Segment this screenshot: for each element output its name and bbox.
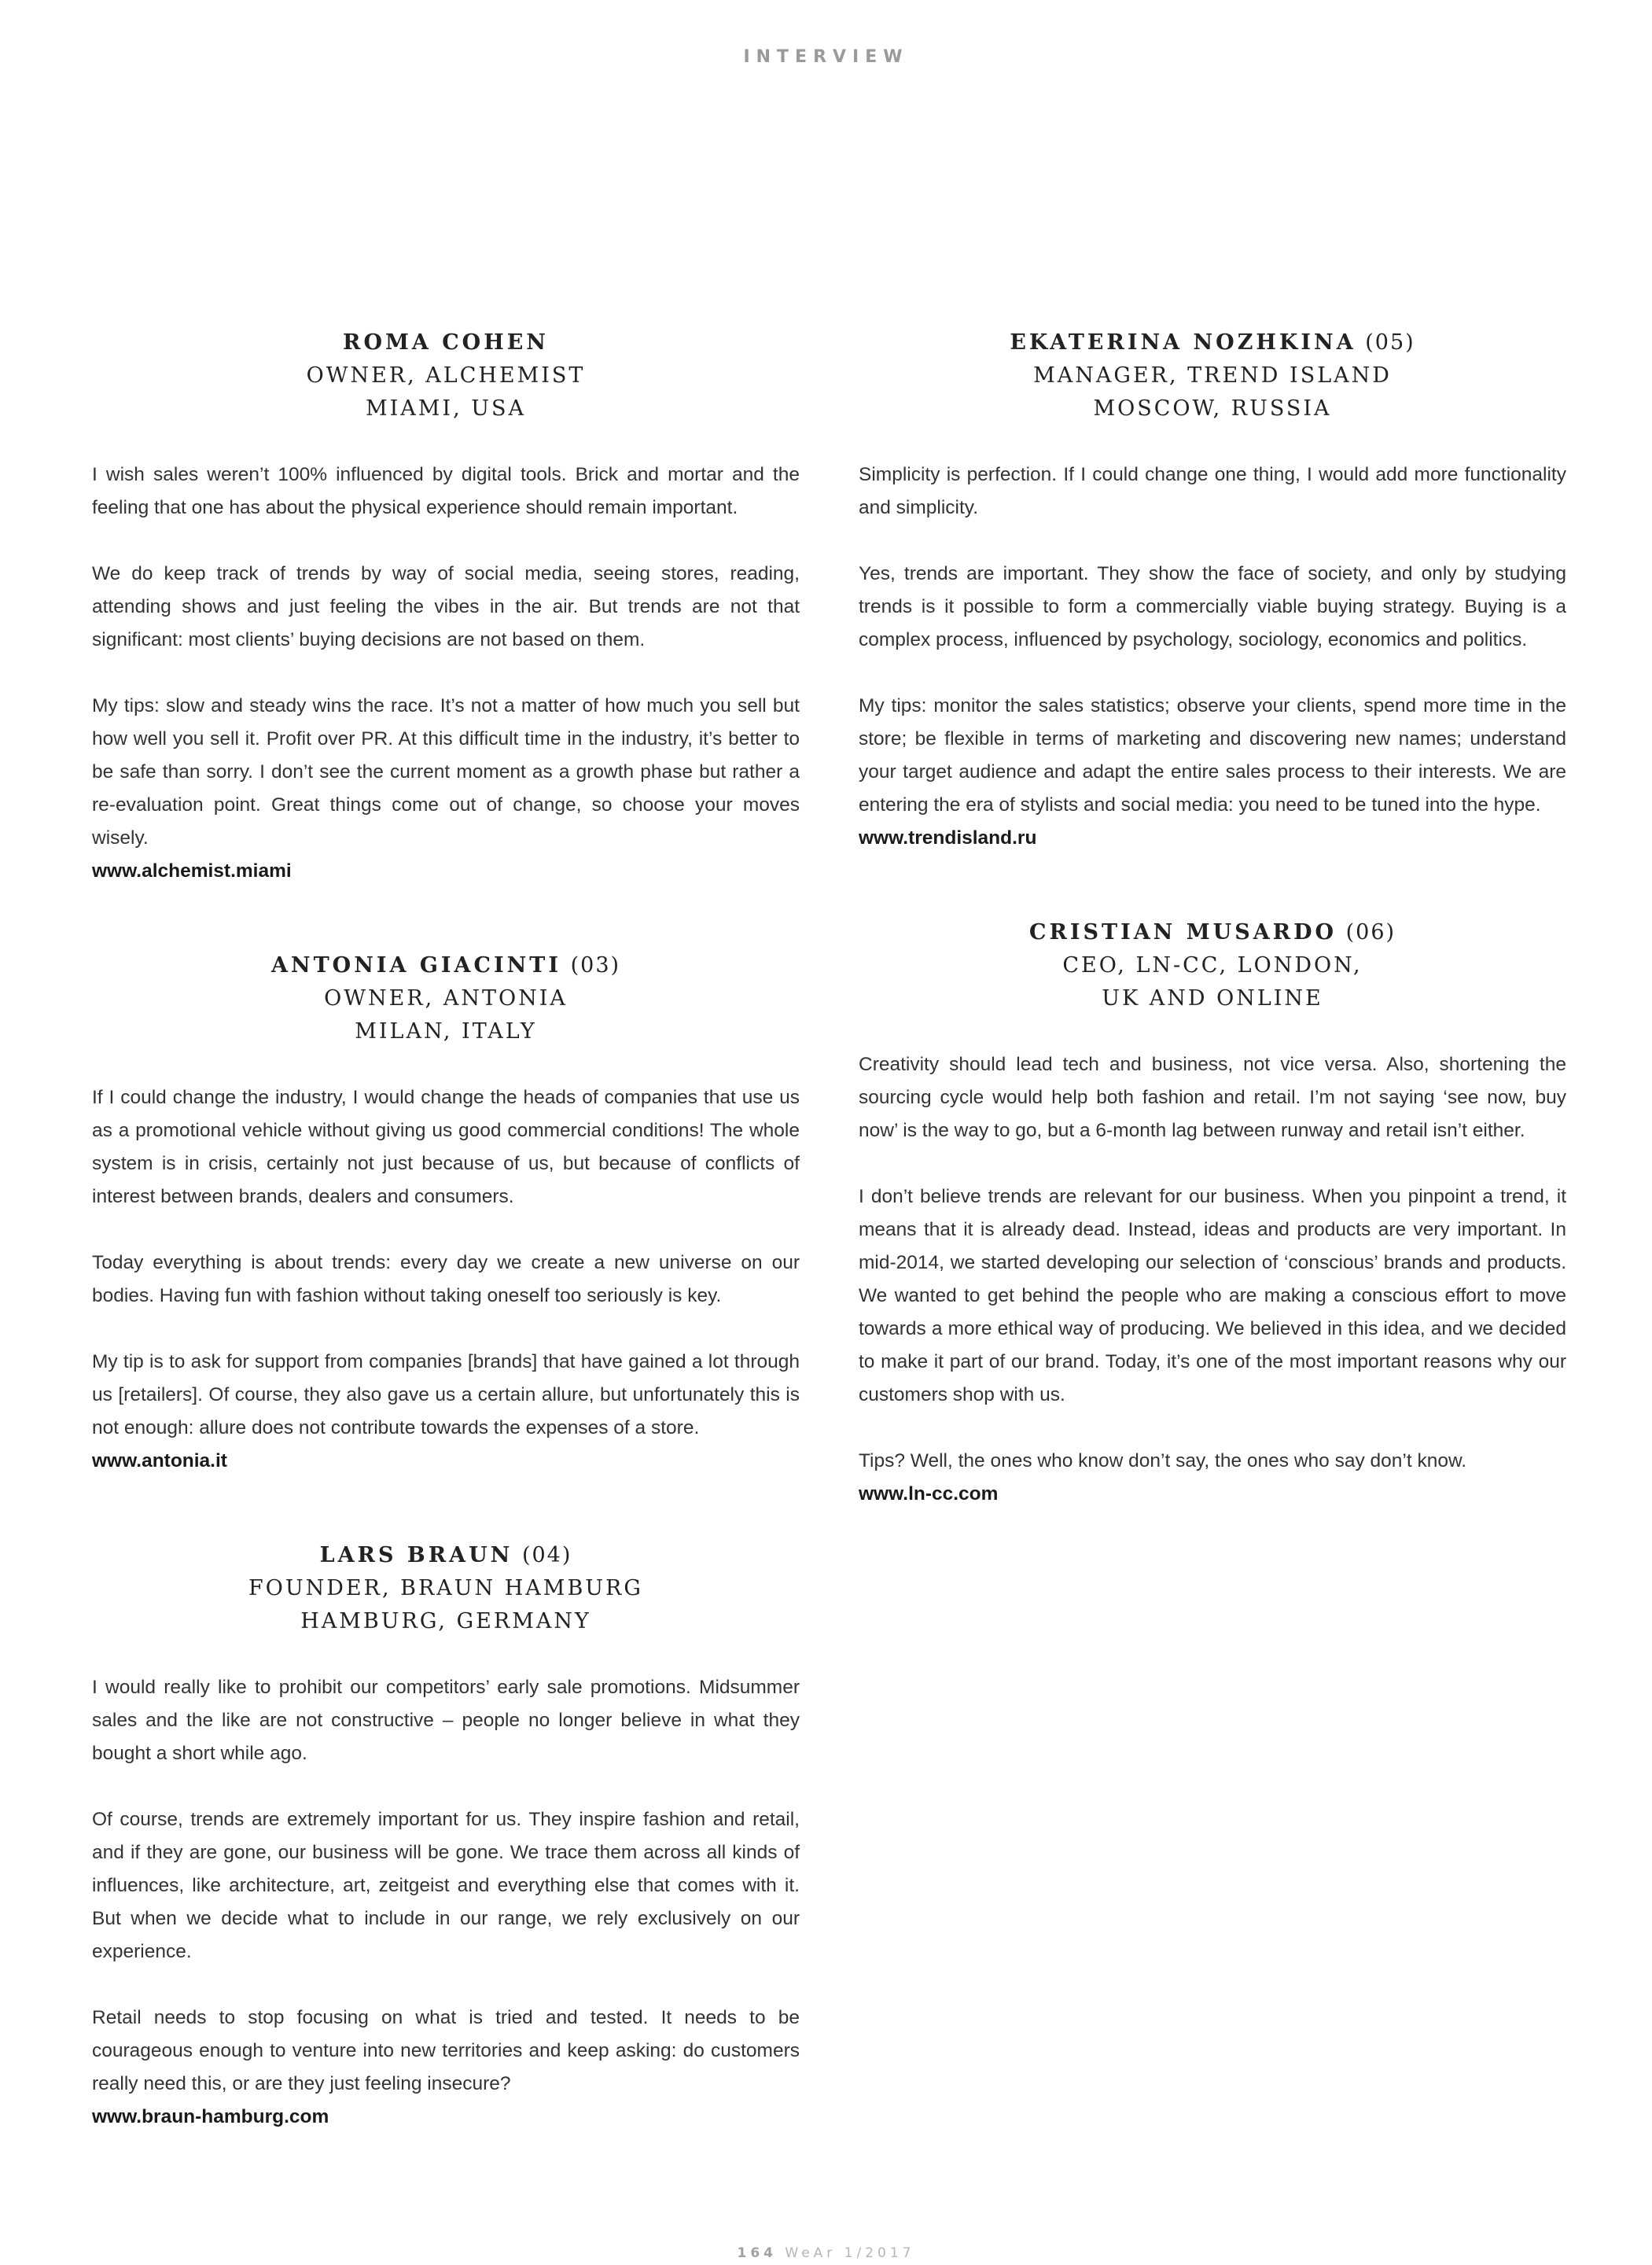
entry-body: [92, 459, 800, 888]
name-line: [92, 326, 800, 359]
answer-paragraph: My tips: monitor the sales statistics; observe your clients, spend more time in the store; be flexible in terms of marketing and discovering new names; understand your target audience and adapt the entire sales process to their interests. We are entering the era of stylists and social media: you need to be tuned into the hype.: [859, 695, 1566, 816]
interviewee-location: MILAN, ITALY: [355, 1019, 537, 1044]
interview-entry-ekaterina-nozhkina: [859, 326, 1566, 855]
website-link[interactable]: www.ln-cc.com: [859, 1483, 999, 1504]
name-line: [859, 916, 1566, 949]
answer-paragraph: Retail needs to stop focusing on what is tried and tested. It needs to be courageous enough to venture into new territories and keep asking: do customers really need this, or are they just feeling insecure?: [92, 2007, 800, 2094]
right-column: [859, 326, 1566, 1572]
entry-body: [859, 459, 1566, 855]
interviewee-name: LARS BRAUN: [319, 1543, 513, 1567]
interviewee-role: MANAGER, TREND ISLAND: [1033, 363, 1392, 388]
interviewee-location: MIAMI, USA: [365, 396, 527, 421]
entry-header: [859, 916, 1566, 1015]
answer-paragraph: Tips? Well, the ones who know don’t say, the ones who say don’t know.: [859, 1450, 1467, 1471]
interviewee-location: MOSCOW, RUSSIA: [1093, 396, 1332, 421]
website-link[interactable]: www.trendisland.ru: [859, 827, 1037, 849]
answer-paragraph: My tips: slow and steady wins the race. It’s not a matter of how much you sell but how well you sell it. Profit over PR. At this difficult time in the industry, it’s better to be safe than sorry. I don’t see the current moment as a growth phase but rather a re-evaluation point. Great things come out of change, so choose your moves wisely.: [92, 695, 800, 849]
interviewee-role: OWNER, ANTONIA: [324, 986, 568, 1011]
interviewee-name: CRISTIAN MUSARDO: [1028, 920, 1337, 945]
answer-paragraph: Yes, trends are important. They show the face of society, and only by studying trends is it possible to form a commercially viable buying strategy. Buying is a complex process, influenced by psychology, sociology, economics and politics.: [859, 563, 1566, 650]
interview-entry-cristian-musardo: [859, 916, 1566, 1511]
image-reference: (04): [521, 1543, 572, 1567]
answer-paragraph: I wish sales weren’t 100% influenced by digital tools. Brick and mortar and the feeling that one has about the physical experience should remain important.: [92, 464, 800, 518]
interview-entry-lars-braun: [92, 1539, 800, 2134]
entry-header: [92, 326, 800, 425]
entry-body: [92, 1671, 800, 2134]
image-reference: (06): [1345, 920, 1396, 945]
entry-header: [92, 1539, 800, 1638]
left-column: [92, 326, 800, 2195]
interviewee-name: ROMA COHEN: [343, 330, 549, 355]
answer-paragraph: We do keep track of trends by way of social media, seeing stores, reading, attending shows and just feeling the vibes in the air. But trends are not that significant: most clients’ buying decisions are not based on them.: [92, 563, 800, 650]
website-link[interactable]: www.alchemist.miami: [92, 860, 292, 882]
interview-entry-roma-cohen: [92, 326, 800, 888]
page-number: 164: [737, 2245, 777, 2261]
interviewee-location: UK AND ONLINE: [1102, 986, 1323, 1011]
entry-header: [859, 326, 1566, 425]
answer-paragraph: Creativity should lead tech and business, not vice versa. Also, shortening the sourcing cycle would help both fashion and retail. I’m not saying ‘see now, buy now’ is the way to go, but a 6-month lag between runway and retail isn’t either.: [859, 1054, 1566, 1141]
answer-paragraph: I don’t believe trends are relevant for our business. When you pinpoint a trend, it means that it is already dead. Instead, ideas and products are very important. In mid-2014, we started developing our selection of ‘conscious’ brands and products. We wanted to get behind the people who are making a conscious effort to move towards a more ethical way of producing. We believed in this idea, and we decided to make it part of our brand. Today, it’s one of the most important reasons why our customers shop with us.: [859, 1186, 1566, 1405]
answer-paragraph: Today everything is about trends: every day we create a new universe on our bodies. Having fun with fashion without taking oneself too seriously is key.: [92, 1252, 800, 1306]
interviewee-role: FOUNDER, BRAUN HAMBURG: [248, 1576, 643, 1600]
answer-paragraph: My tip is to ask for support from companies [brands] that have gained a lot through us [retailers]. Of course, they also gave us a certain allure, but unfortunately this is not enough: allure does not contribute towards the expenses of a store.: [92, 1351, 800, 1438]
answer-paragraph: If I could change the industry, I would change the heads of companies that use us as a promotional vehicle without giving us good commercial conditions! The whole system is in crisis, certainly not just because of us, but because of conflicts of interest between brands, dealers and consumers.: [92, 1087, 800, 1207]
image-reference: (03): [570, 953, 621, 978]
answer-paragraph: I would really like to prohibit our competitors’ early sale promotions. Midsummer sales and the like are not constructive – people no longer believe in what they bought a short while ago.: [92, 1677, 800, 1764]
website-link[interactable]: www.antonia.it: [92, 1450, 227, 1471]
answer-paragraph: Of course, trends are extremely important for us. They inspire fashion and retail, and if they are gone, our business will be gone. We trace them across all kinds of influences, like architecture, art, zeitgeist and everything else that comes with it. But when we decide what to include in our range, we rely exclusively on our experience.: [92, 1809, 800, 1962]
name-line: [859, 326, 1566, 359]
interviewee-role: OWNER, ALCHEMIST: [306, 363, 586, 388]
image-reference: (05): [1365, 330, 1415, 355]
interviewee-name: EKATERINA NOZHKINA: [1010, 330, 1356, 355]
name-line: [92, 1539, 800, 1572]
interviewee-role: CEO, LN-CC, LONDON,: [1062, 953, 1363, 978]
interviewee-location: HAMBURG, GERMANY: [300, 1609, 591, 1633]
page-footer: [0, 2245, 1652, 2261]
website-link[interactable]: www.braun-hamburg.com: [92, 2106, 329, 2127]
section-label: INTERVIEW: [743, 47, 909, 67]
answer-paragraph: Simplicity is perfection. If I could change one thing, I would add more functionality and simplicity.: [859, 464, 1566, 518]
publication-issue: WeAr 1/2017: [785, 2245, 915, 2261]
entry-body: [92, 1081, 800, 1478]
name-line: [92, 949, 800, 982]
entry-body: [859, 1048, 1566, 1511]
interviewee-name: ANTONIA GIACINTI: [270, 953, 562, 978]
interview-entry-antonia-giacinti: [92, 949, 800, 1478]
entry-header: [92, 949, 800, 1048]
